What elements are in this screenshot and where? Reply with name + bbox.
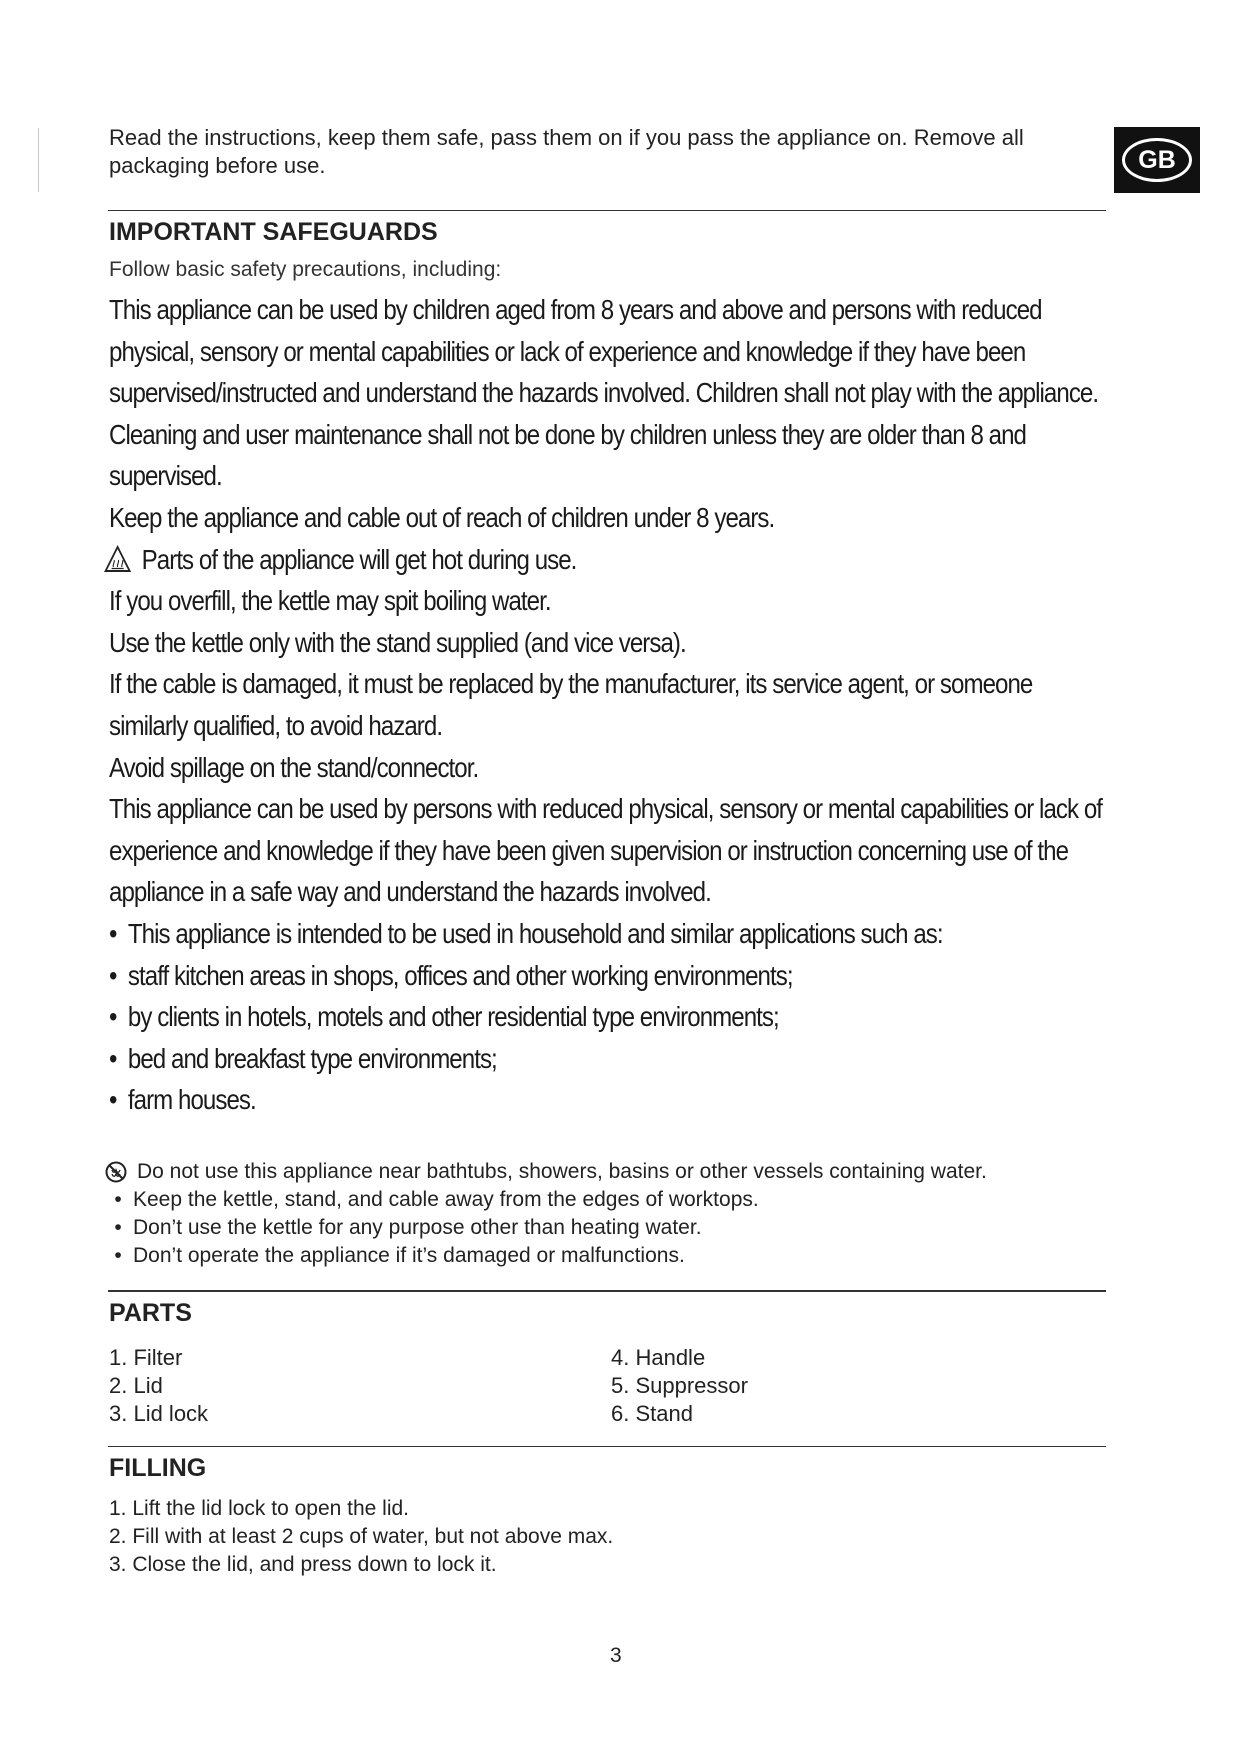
usage-bullet-text: This appliance is intended to be used in household and similar applications such as: (127, 917, 943, 949)
safeguard-paragraph: This appliance can be used by persons with reduced physical, sensory or mental capabilities or lack of experience and knowledge if they have been given supervision or instruction concerning use of the appliance in a safe way and understand the hazards involved. (109, 793, 1103, 908)
safeguard-paragraph: Keep the appliance and cable out of reach of children under 8 years. (109, 501, 775, 533)
filling-step: 2. Fill with at least 2 cups of water, but not above max. (109, 1525, 614, 1548)
parts-title: PARTS (109, 1299, 192, 1327)
filling-step: 1. Lift the lid lock to open the lid. (109, 1497, 410, 1520)
usage-bullet (109, 1079, 986, 1121)
no-water-warning-text: Do not use this appliance near bathtubs, showers, basins or other vessels containing water. (137, 1160, 987, 1183)
bullet-icon: • (114, 1216, 122, 1239)
no-water-icon (105, 1161, 127, 1183)
filling-steps (109, 1495, 613, 1579)
usage-bullet (109, 1038, 986, 1080)
part-item: 4. Handle (611, 1345, 706, 1370)
bullet-icon: • (109, 1001, 117, 1033)
part-item: 6. Stand (611, 1401, 693, 1426)
safeguards-small-list (109, 1158, 987, 1270)
part-item: 2. Lid (109, 1373, 163, 1398)
section-divider (108, 1290, 1106, 1292)
section-divider (108, 210, 1106, 211)
safety-bullet (109, 1186, 987, 1214)
safeguard-paragraph: If the cable is damaged, it must be replaced by the manufacturer, its service agent, or someone similarly qualified, to avoid hazard. (109, 668, 1033, 741)
hot-surface-warning-icon (104, 545, 132, 573)
usage-bullet-text: bed and breakfast type environments; (127, 1042, 497, 1074)
usage-bullet-text: by clients in hotels, motels and other residential type environments; (127, 1001, 779, 1033)
margin-rule (38, 128, 39, 192)
safety-bullet (109, 1214, 987, 1242)
usage-bullet (109, 996, 986, 1038)
safeguards-subtitle: Follow basic safety precautions, including: (109, 258, 502, 281)
parts-list-right (611, 1344, 748, 1428)
language-badge (1114, 127, 1200, 193)
usage-bullet (109, 955, 986, 997)
safety-bullet-text: Don’t use the kettle for any purpose other than heating water. (133, 1216, 702, 1239)
bullet-icon: • (114, 1244, 122, 1267)
bullet-icon: • (109, 1042, 117, 1074)
bullet-icon: • (109, 1084, 117, 1116)
bullet-icon: • (114, 1188, 122, 1211)
filling-step: 3. Close the lid, and press down to lock it. (109, 1553, 497, 1576)
safety-bullet-text: Don’t operate the appliance if it’s damaged or malfunctions. (133, 1244, 685, 1267)
usage-bullet-text: farm houses. (127, 1084, 256, 1116)
usage-bullet-text: staff kitchen areas in shops, offices and other working environments; (127, 959, 793, 991)
no-water-warning (109, 1158, 987, 1186)
intro-text: Read the instructions, keep them safe, pass them on if you pass the appliance on. Remove all packaging before use. (109, 125, 1024, 178)
safety-bullet (109, 1242, 987, 1270)
safeguard-paragraph: Cleaning and user maintenance shall not be done by children unless they are older than 8 and supervised. (109, 418, 1026, 492)
part-item: 3. Lid lock (109, 1401, 209, 1426)
language-badge-label: GB (1122, 138, 1192, 182)
safeguard-paragraph: This appliance can be used by children aged from 8 years and above and persons with reduced physical, sensory or mental capabilities or lack of experience and knowledge if they have been supervised/instructed and understand the hazards involved. Children shall not play with the appliance. (109, 294, 1099, 409)
safeguards-body (109, 289, 1103, 1121)
usage-bullet (109, 913, 986, 955)
section-divider (108, 1446, 1106, 1447)
safeguard-paragraph: Use the kettle only with the stand supplied (and vice versa). (109, 626, 686, 658)
part-item: 1. Filter (109, 1345, 183, 1370)
hot-surface-warning-text: Parts of the appliance will get hot during use. (141, 543, 577, 575)
safety-bullet-text: Keep the kettle, stand, and cable away from the edges of worktops. (133, 1188, 759, 1211)
parts-list-left (109, 1344, 208, 1428)
bullet-icon: • (109, 959, 117, 991)
filling-title: FILLING (109, 1454, 207, 1482)
hot-surface-warning (109, 539, 986, 581)
page-number: 3 (610, 1644, 622, 1667)
safeguards-title: IMPORTANT SAFEGUARDS (109, 218, 438, 246)
safeguard-paragraph: Avoid spillage on the stand/connector. (109, 751, 479, 783)
part-item: 5. Suppressor (611, 1373, 748, 1398)
bullet-icon: • (109, 917, 117, 949)
safeguard-paragraph: If you overfill, the kettle may spit boiling water. (109, 585, 551, 617)
